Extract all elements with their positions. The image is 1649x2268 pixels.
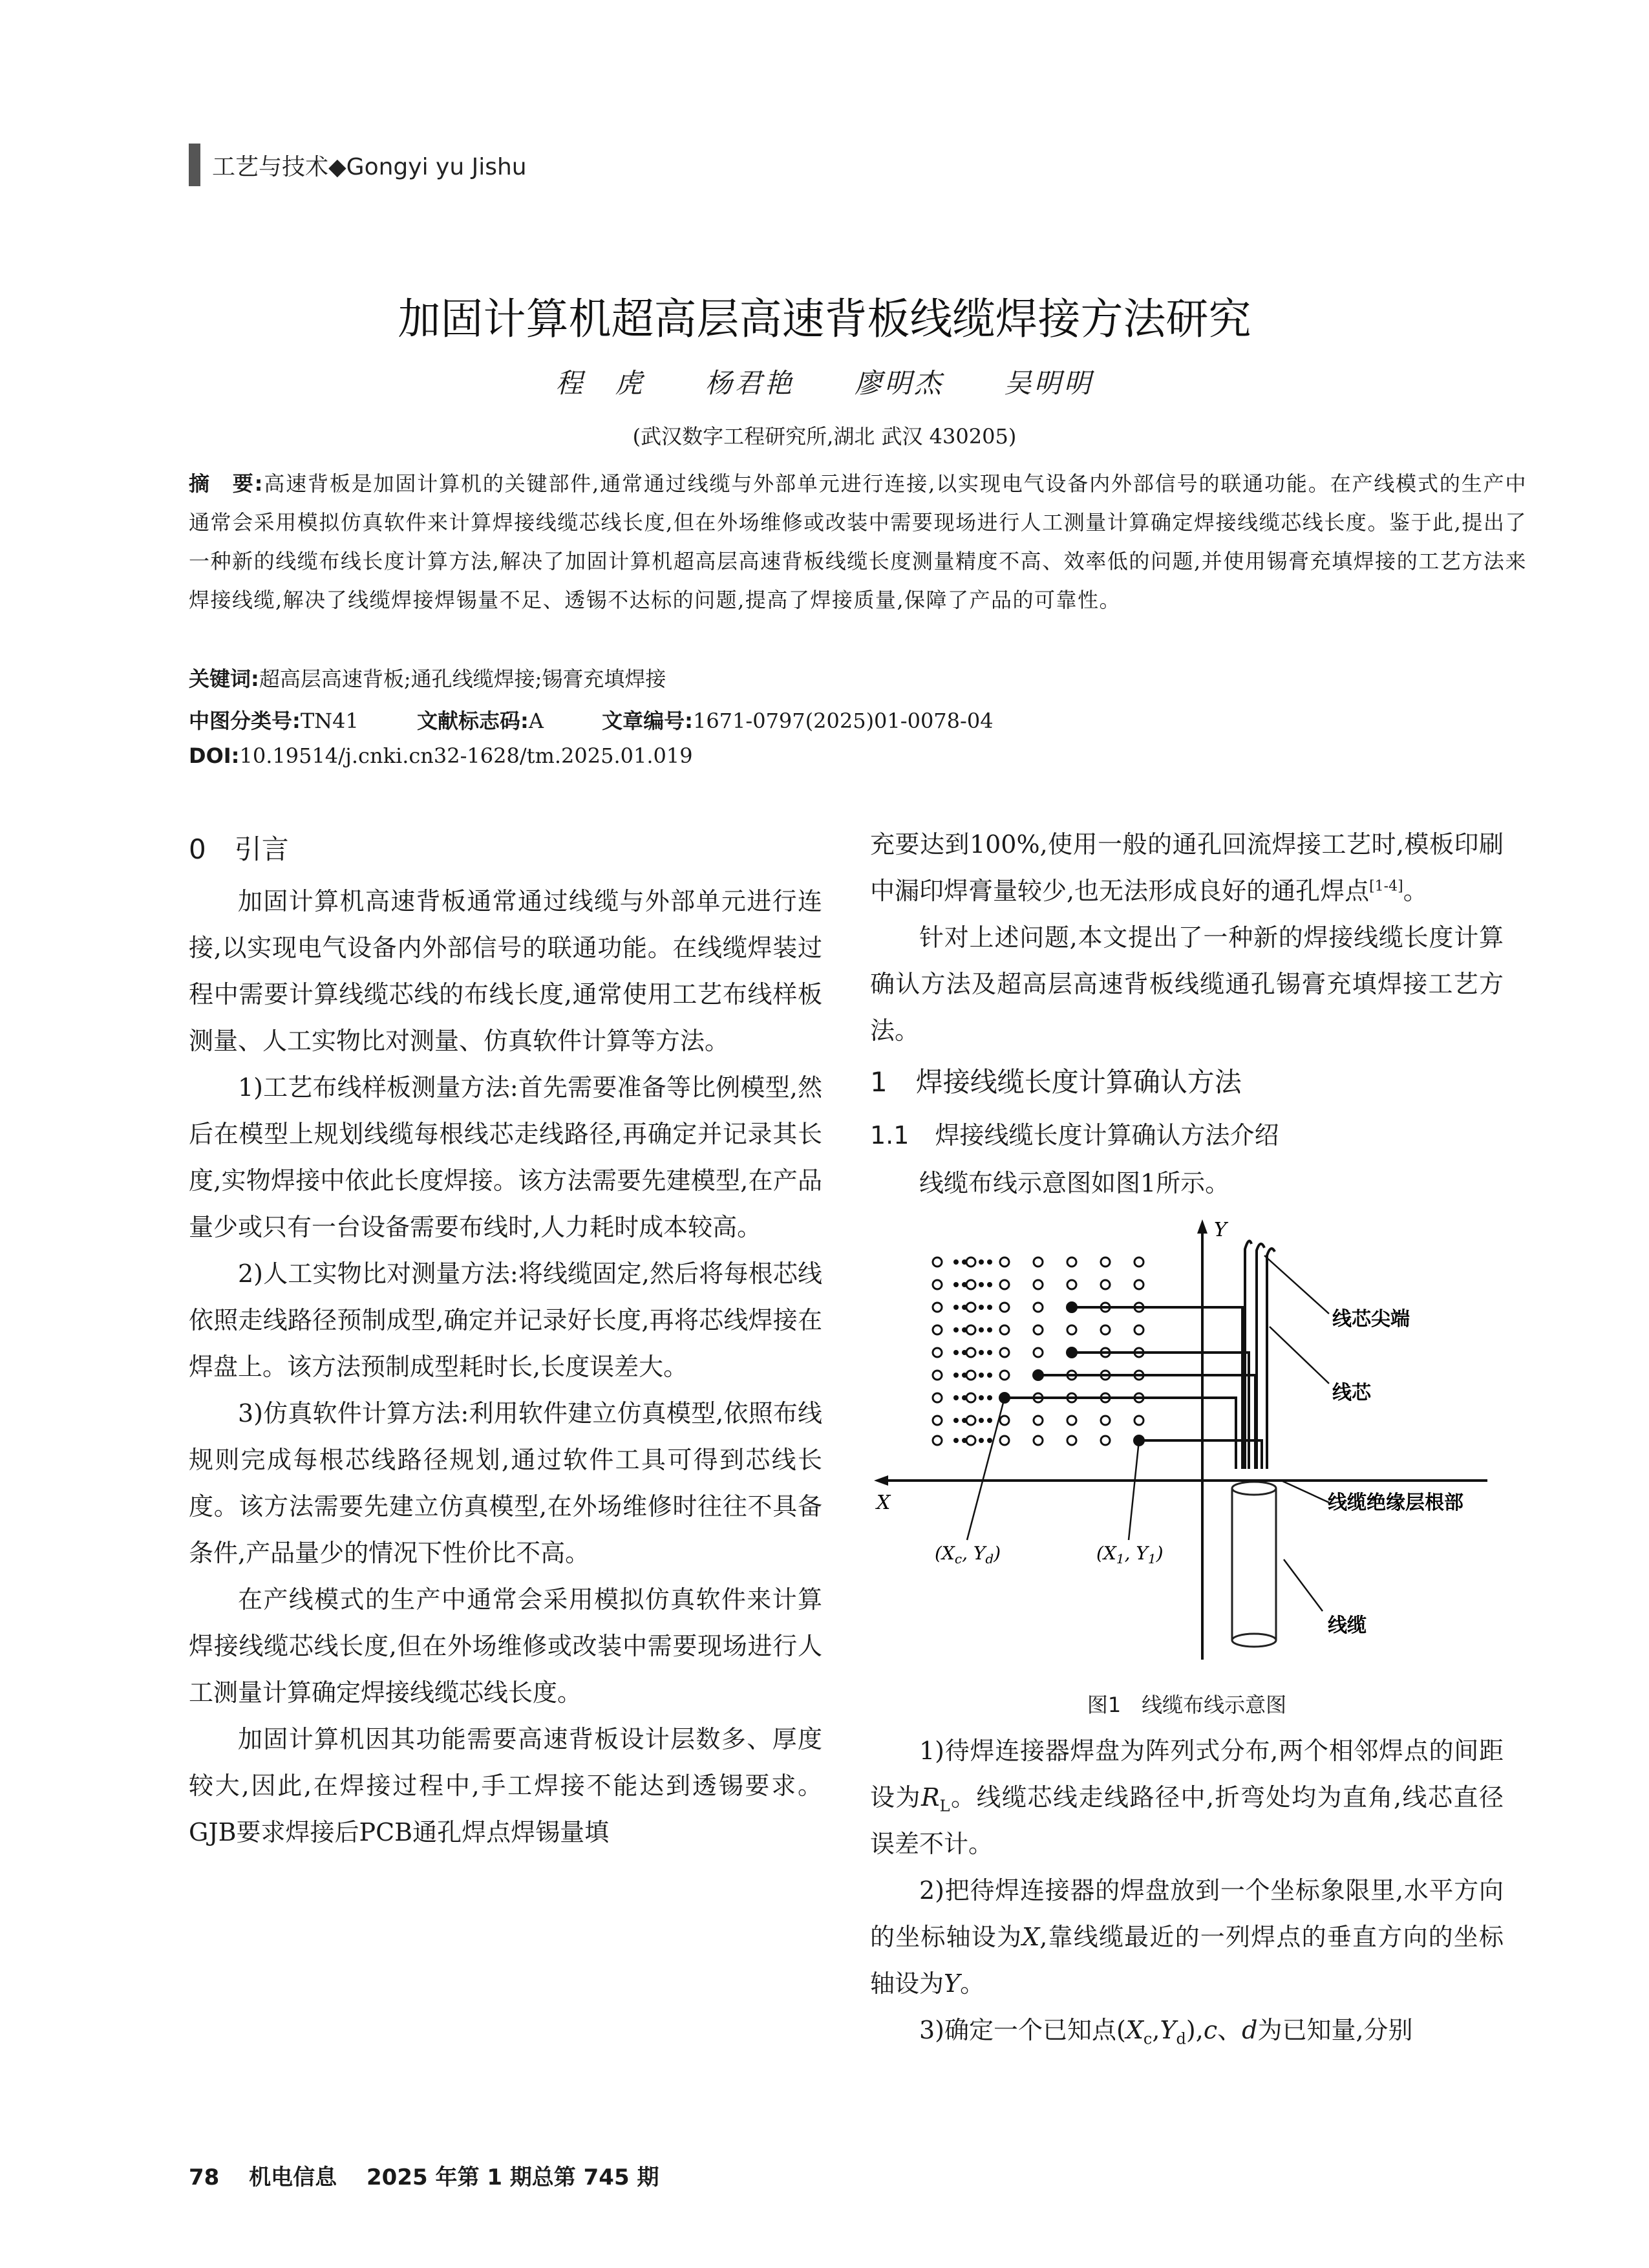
section-title: 焊接线缆长度计算确认方法	[915, 1066, 1242, 1098]
clc-value: TN41	[300, 709, 359, 733]
pad	[1134, 1280, 1144, 1289]
y-axis-label: Y	[1214, 1219, 1227, 1241]
pad-ellipsis-dot	[979, 1418, 984, 1423]
pad-ellipsis-dot	[987, 1418, 992, 1423]
pad	[966, 1303, 975, 1312]
label-point-1: ($X_1$, $Y_1$)	[1096, 1543, 1164, 1567]
left-column	[189, 821, 822, 1856]
section-heading-1	[870, 1054, 1504, 1111]
doc-code-label: 文献标志码:	[417, 709, 529, 733]
paragraph: 线缆布线示意图如图1所示。	[919, 1169, 1230, 1197]
doi-line	[189, 744, 693, 768]
pad-ellipsis-dot	[953, 1327, 959, 1332]
pad	[966, 1348, 975, 1357]
pad	[1101, 1280, 1110, 1289]
author: 杨君艳	[705, 367, 794, 399]
pad	[1034, 1303, 1043, 1312]
label-cable: 线缆	[1328, 1614, 1367, 1637]
author: 程 虎	[555, 367, 645, 399]
article-no-value: 1671-0797(2025)01-0078-04	[692, 709, 994, 733]
doi-value: 10.19514/j.cnki.cn32-1628/tm.2025.01.019	[239, 744, 693, 768]
pad	[1000, 1416, 1009, 1425]
doc-code-value: A	[528, 709, 544, 733]
journal-name: 机电信息	[249, 2165, 337, 2190]
pad-ellipsis-dot	[979, 1259, 984, 1265]
abstract-label: 摘 要:	[189, 471, 264, 496]
x-axis-label: X	[877, 1492, 891, 1514]
right-column	[870, 821, 1504, 2053]
pad	[966, 1416, 975, 1425]
pad-ellipsis-dot	[987, 1438, 992, 1443]
pad	[1000, 1348, 1009, 1357]
pad	[966, 1257, 975, 1267]
running-head	[189, 144, 527, 186]
pad	[1067, 1436, 1076, 1445]
label-core: 线芯	[1332, 1382, 1371, 1404]
pad-ellipsis-dot	[953, 1305, 959, 1310]
abstract-text: 高速背板是加固计算机的关键部件,通常通过线缆与外部单元进行连接,以实现电气设备内外部信号的联通功能。在产线模式的生产中通常会采用模拟仿真软件来计算焊接线缆芯线长度,但在外场维修或改装中需要现场进行人工测量计算确定焊接线缆芯线长度。鉴于此,提出了一种新的线缆布线长度计算方法,解决了加固计算机超高层高速背板线缆长度测量精度不高、效率低的问题,并使用锡膏充填焊接的工艺方法来焊接线缆,解决了线缆焊接焊锡量不足、透锡不达标的问题,提高了焊接质量,保障了产品的可靠性。	[189, 471, 1527, 612]
pad-ellipsis-dot	[979, 1282, 984, 1287]
issue-info: 2025 年第 1 期总第 745 期	[367, 2165, 659, 2190]
pad	[966, 1280, 975, 1289]
pad	[966, 1371, 975, 1380]
pad	[1101, 1436, 1110, 1445]
paper-title: 加固计算机超高层高速背板线缆焊接方法研究	[398, 294, 1251, 344]
pad	[1067, 1416, 1076, 1425]
paragraph: 在产线模式的生产中通常会采用模拟仿真软件来计算焊接线缆芯线长度,但在外场维修或改装中需要现场进行人工测量计算确定焊接线缆芯线长度。	[189, 1585, 822, 1707]
pad	[1000, 1436, 1009, 1445]
pad-ellipsis-dot	[953, 1438, 959, 1443]
pad-ellipsis-dot	[987, 1259, 992, 1265]
pad	[1101, 1325, 1110, 1334]
pad-ellipsis-dot	[987, 1282, 992, 1287]
section-heading-0	[189, 821, 822, 878]
pad	[1134, 1325, 1144, 1334]
author: 廖明杰	[855, 367, 944, 399]
pad-ellipsis-dot	[979, 1305, 984, 1310]
affiliation: (武汉数字工程研究所,湖北 武汉 430205)	[632, 424, 1017, 449]
pad	[1034, 1257, 1043, 1267]
cable-body	[1232, 1482, 1276, 1647]
keywords	[189, 663, 666, 692]
page-footer	[189, 2159, 681, 2191]
pad	[1067, 1280, 1076, 1289]
citation: [1-4]	[1369, 878, 1403, 895]
pad	[933, 1393, 942, 1402]
pad	[966, 1325, 975, 1334]
pad	[1134, 1257, 1144, 1267]
pad	[933, 1303, 942, 1312]
pad-ellipsis-dot	[953, 1259, 959, 1265]
section-title: 引言	[234, 833, 289, 865]
label-insulation-root: 线缆绝缘层根部	[1328, 1492, 1463, 1514]
paragraph: 2)人工实物比对测量方法:将线缆固定,然后将每根芯线依照走线路径预制成型,确定并记录好长度,再将芯线焊接在焊盘上。该方法预制成型耗时长,长度误差大。	[189, 1259, 822, 1381]
subsection-number: 1.1	[870, 1121, 910, 1150]
pad	[1034, 1325, 1043, 1334]
running-head-bar	[189, 144, 200, 186]
pad	[966, 1436, 975, 1445]
paragraph: 1)待焊连接器焊盘为阵列式分布,两个相邻焊点的间距设为$R_L$。线缆芯线走线路径中,折弯处均为直角,线芯直径误差不计。	[870, 1737, 1504, 1858]
keywords-label: 关键词:	[189, 667, 259, 691]
pad	[933, 1348, 942, 1357]
pad	[933, 1280, 942, 1289]
pad	[1034, 1280, 1043, 1289]
pad-ellipsis-dot	[953, 1282, 959, 1287]
pad-ellipsis-dot	[987, 1350, 992, 1355]
paragraph: 加固计算机因其功能需要高速背板设计层数多、厚度较大,因此,在焊接过程中,手工焊接不能达到透锡要求。GJB要求焊接后PCB通孔焊点焊锡量填	[189, 1725, 822, 1846]
pad	[1000, 1303, 1009, 1312]
pad-ellipsis-dot	[953, 1350, 959, 1355]
pad-ellipsis-dot	[953, 1418, 959, 1423]
section-number: 0	[189, 833, 206, 865]
author: 吴明明	[1004, 367, 1094, 399]
subsection-title: 焊接线缆长度计算确认方法介绍	[935, 1121, 1279, 1150]
abstract	[189, 464, 1527, 619]
pad	[933, 1325, 942, 1334]
pad-ellipsis-dot	[979, 1373, 984, 1378]
classification-line	[189, 705, 1045, 734]
pad-ellipsis-dot	[987, 1305, 992, 1310]
pad	[1000, 1257, 1009, 1267]
doi-label: DOI:	[189, 744, 240, 768]
figure-caption: 图1 线缆布线示意图	[1087, 1693, 1287, 1717]
pad	[933, 1436, 942, 1445]
wiring-diagram	[870, 1210, 1504, 1682]
pad	[1034, 1348, 1043, 1357]
pad-ellipsis-dot	[979, 1395, 984, 1400]
pad-ellipsis-dot	[987, 1373, 992, 1378]
paragraph: 3)确定一个已知点$(X_c,Y_d),c$、d为已知量,分别	[919, 2016, 1413, 2048]
pad-ellipsis-dot	[979, 1350, 984, 1355]
paragraph: 2)把待焊连接器的焊盘放到一个坐标象限里,水平方向的坐标轴设为X,靠线缆最近的一列焊点的垂直方向的坐标轴设为Y。	[870, 1876, 1504, 1998]
pad	[1000, 1280, 1009, 1289]
x-axis-arrow	[874, 1475, 888, 1486]
page-number: 78	[189, 2165, 220, 2190]
paragraph: 针对上述问题,本文提出了一种新的焊接线缆长度计算确认方法及超高层高速背板线缆通孔锡膏充填焊接工艺方法。	[870, 923, 1504, 1045]
label-point-c: ($X_c$, $Y_d$)	[935, 1543, 1001, 1567]
pad	[933, 1416, 942, 1425]
keywords-text: 超高层高速背板;通孔线缆焊接;锡膏充填焊接	[259, 667, 666, 691]
subsection-heading-1-1	[870, 1111, 1504, 1160]
pad-ellipsis-dot	[953, 1373, 959, 1378]
y-axis-arrow	[1197, 1219, 1207, 1234]
pad	[1000, 1371, 1009, 1380]
paragraph: 1)工艺布线样板测量方法:首先需要准备等比例模型,然后在模型上规划线缆每根线芯走线路径,再确定并记录其长度,实物焊接中依此长度焊接。该方法需要先建模型,在产品量少或只有一台设备需要布线时,人力耗时成本较高。	[189, 1073, 822, 1241]
pad	[1034, 1416, 1043, 1425]
pad	[933, 1257, 942, 1267]
pad-ellipsis-dot	[979, 1438, 984, 1443]
article-no-label: 文章编号:	[602, 709, 693, 733]
pad	[1034, 1436, 1043, 1445]
pad	[1134, 1416, 1144, 1425]
paragraph: 加固计算机高速背板通常通过线缆与外部单元进行连接,以实现电气设备内外部信号的联通功能。在线缆焊装过程中需要计算线缆芯线的布线长度,通常使用工艺布线样板测量、人工实物比对测量、仿真软件计算等方法。	[189, 887, 822, 1055]
clc-label: 中图分类号:	[189, 709, 301, 733]
pad	[1067, 1325, 1076, 1334]
label-core-tip: 线芯尖端	[1332, 1308, 1410, 1331]
figure-1	[870, 1210, 1504, 1682]
pad-ellipsis-dot	[979, 1327, 984, 1332]
pad	[966, 1393, 975, 1402]
pad-ellipsis-dot	[953, 1395, 959, 1400]
author-list	[0, 362, 1649, 401]
pad	[1000, 1325, 1009, 1334]
running-head-text: 工艺与技术◆Gongyi yu Jishu	[212, 153, 527, 180]
pad	[1101, 1416, 1110, 1425]
pad	[1101, 1257, 1110, 1267]
pad	[1067, 1257, 1076, 1267]
paragraph: 充要达到100%,使用一般的通孔回流焊接工艺时,模板印刷中漏印焊膏量较少,也无法形成良好的通孔焊点[1-4]。	[870, 830, 1504, 905]
paragraph: 3)仿真软件计算方法:利用软件建立仿真模型,依照布线规则完成每根芯线路径规划,通过软件工具可得到芯线长度。该方法需要先建立仿真模型,在外场维修时往往不具备条件,产品量少的情况下性价比不高。	[189, 1399, 822, 1567]
pad	[933, 1371, 942, 1380]
pad-ellipsis-dot	[987, 1327, 992, 1332]
pad-ellipsis-dot	[987, 1395, 992, 1400]
section-number: 1	[870, 1066, 888, 1098]
